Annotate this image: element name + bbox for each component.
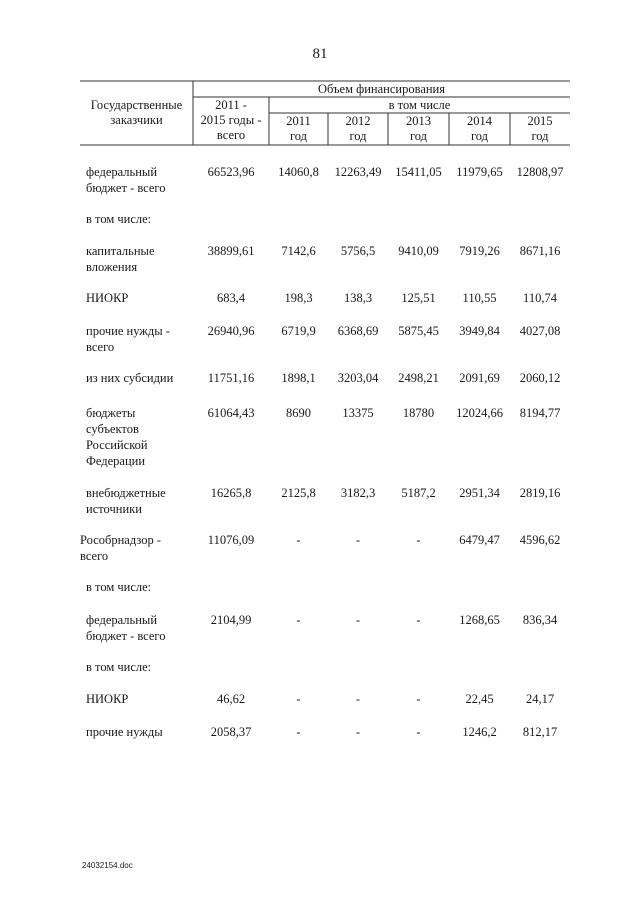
row-label-line: в том числе: xyxy=(86,580,152,594)
row-value: 7919,26 xyxy=(459,244,500,258)
row-value: - xyxy=(416,533,421,547)
row-value: 8690 xyxy=(286,406,311,420)
row-value: 836,34 xyxy=(522,613,558,627)
row-value: 5756,5 xyxy=(340,244,376,258)
row-value: 18780 xyxy=(402,406,435,420)
row-value: 6479,47 xyxy=(459,533,500,547)
row-value: - xyxy=(296,725,301,739)
row-value: 12263,49 xyxy=(334,165,382,179)
row-value: 11076,09 xyxy=(207,533,255,547)
row-value: - xyxy=(416,692,421,706)
row-label xyxy=(86,659,151,675)
row-value: - xyxy=(416,725,421,739)
row-value: 198,3 xyxy=(284,291,313,305)
row-value: 125,51 xyxy=(401,291,436,305)
row-label xyxy=(86,405,148,469)
header-total xyxy=(193,98,269,143)
header-year-unit: год xyxy=(531,129,549,143)
row-value: 110,55 xyxy=(462,291,497,305)
header-year-unit: год xyxy=(349,129,367,143)
row-label xyxy=(86,612,165,644)
row-label xyxy=(86,323,170,355)
row-label-line: Рособрнадзор - xyxy=(80,533,162,547)
header-financing: Объем финансирования xyxy=(318,82,445,96)
row-label-line: прочие нужды - xyxy=(86,324,170,338)
row-label xyxy=(86,724,163,740)
row-label-line: всего xyxy=(86,340,115,354)
row-label-line: капитальные xyxy=(86,244,155,258)
row-label-line: из них субсидии xyxy=(86,371,174,385)
row-value: 812,17 xyxy=(522,725,558,739)
row-value: - xyxy=(296,692,301,706)
header-total-line: всего xyxy=(216,128,246,142)
row-label xyxy=(86,164,165,196)
row-value: 3203,04 xyxy=(337,371,379,385)
row-value: 2951,34 xyxy=(459,486,500,500)
row-value: 26940,96 xyxy=(207,324,255,338)
row-value: 8671,16 xyxy=(519,244,561,258)
header-year xyxy=(510,114,570,144)
header-year-number: 2012 xyxy=(345,114,371,128)
row-label-line: федеральный xyxy=(86,165,158,179)
header-year-unit: год xyxy=(409,129,428,143)
footer-filename: 24032154.doc xyxy=(82,861,133,870)
row-value: 8194,77 xyxy=(519,406,561,420)
header-total-line: 2011 - xyxy=(215,98,247,112)
header-including: в том числе xyxy=(388,98,451,112)
row-label-line: источники xyxy=(86,502,142,516)
row-label xyxy=(86,290,128,306)
row-value: 7142,6 xyxy=(281,244,316,258)
row-value: - xyxy=(355,613,361,627)
row-label-line: бюджет - всего xyxy=(86,629,166,643)
row-value: 2060,12 xyxy=(519,371,561,385)
row-value: - xyxy=(355,692,361,706)
row-label-line: прочие нужды xyxy=(86,725,163,739)
row-value: 11979,65 xyxy=(456,165,503,179)
row-value: 16265,8 xyxy=(210,486,252,500)
row-label xyxy=(86,243,155,275)
header-year xyxy=(328,114,388,144)
row-label-line: субъектов xyxy=(86,422,139,436)
row-label-line: внебюджетные xyxy=(86,486,166,500)
row-value: 2104,99 xyxy=(210,613,252,627)
header-customers-line: заказчики xyxy=(110,113,163,127)
row-label xyxy=(86,579,151,595)
header-year xyxy=(388,114,449,144)
row-value: 1246,2 xyxy=(462,725,497,739)
row-value: 2058,37 xyxy=(210,725,252,739)
row-value: 11751,16 xyxy=(207,371,255,385)
row-value: 14060,8 xyxy=(278,165,319,179)
row-value: - xyxy=(416,613,421,627)
row-value: 6719,9 xyxy=(281,324,316,338)
row-label-line: в том числе: xyxy=(86,660,152,674)
row-value: 5187,2 xyxy=(401,486,436,500)
row-value: 12024,66 xyxy=(456,406,503,420)
row-label xyxy=(86,691,128,707)
row-label-line: федеральный xyxy=(86,613,158,627)
row-label-line: в том числе: xyxy=(86,212,152,226)
row-label-line: НИОКР xyxy=(86,692,129,706)
header-year-unit: год xyxy=(470,129,489,143)
header-total-line: 2015 годы - xyxy=(200,113,262,127)
row-value: 66523,96 xyxy=(207,165,255,179)
row-value: 2498,21 xyxy=(398,371,439,385)
row-value: 4596,62 xyxy=(519,533,561,547)
row-value: 1898,1 xyxy=(281,371,316,385)
row-value: 3182,3 xyxy=(340,486,376,500)
row-label-line: бюджет - всего xyxy=(86,181,166,195)
row-value: - xyxy=(355,725,361,739)
header-year-number: 2014 xyxy=(467,114,492,128)
row-value: 4027,08 xyxy=(519,324,561,338)
row-value: - xyxy=(355,533,361,547)
header-customers xyxy=(80,98,193,128)
row-label-line: НИОКР xyxy=(86,291,129,305)
row-value: 2091,69 xyxy=(459,371,500,385)
row-value: 38899,61 xyxy=(207,244,255,258)
page-number: 81 xyxy=(312,46,328,62)
row-value: 138,3 xyxy=(343,291,373,305)
row-value: 46,62 xyxy=(216,692,246,706)
row-value: 13375 xyxy=(342,406,374,420)
row-label-line: бюджеты xyxy=(86,406,136,420)
row-value: 6368,69 xyxy=(337,324,379,338)
row-value: 61064,43 xyxy=(207,406,255,420)
row-value: - xyxy=(296,533,301,547)
row-label xyxy=(86,485,166,517)
header-year-number: 2015 xyxy=(527,114,553,128)
row-value: 9410,09 xyxy=(398,244,439,258)
row-value: 683,4 xyxy=(216,291,246,305)
row-label-line: всего xyxy=(80,549,109,563)
row-value: 2819,16 xyxy=(519,486,561,500)
row-label-line: Федерации xyxy=(86,454,146,468)
row-value: 24,17 xyxy=(525,692,555,706)
row-label-line: вложения xyxy=(86,260,138,274)
header-customers-line: Государственные xyxy=(90,98,183,112)
row-value: 22,45 xyxy=(465,692,494,706)
row-value: 15411,05 xyxy=(395,165,442,179)
row-value: 3949,84 xyxy=(459,324,500,338)
row-label-line: Российской xyxy=(86,438,148,452)
header-year-number: 2013 xyxy=(406,114,431,128)
header-year-unit: год xyxy=(289,129,308,143)
row-value: 1268,65 xyxy=(459,613,500,627)
row-value: 5875,45 xyxy=(398,324,439,338)
row-label xyxy=(86,370,173,386)
row-value: 110,74 xyxy=(523,291,557,305)
row-value: 12808,97 xyxy=(516,165,564,179)
row-label xyxy=(80,532,161,564)
row-value: 2125,8 xyxy=(281,486,316,500)
row-value: - xyxy=(296,613,301,627)
header-year-number: 2011 xyxy=(286,114,311,128)
header-year xyxy=(269,114,328,144)
header-year xyxy=(449,114,510,144)
row-label xyxy=(86,211,151,227)
